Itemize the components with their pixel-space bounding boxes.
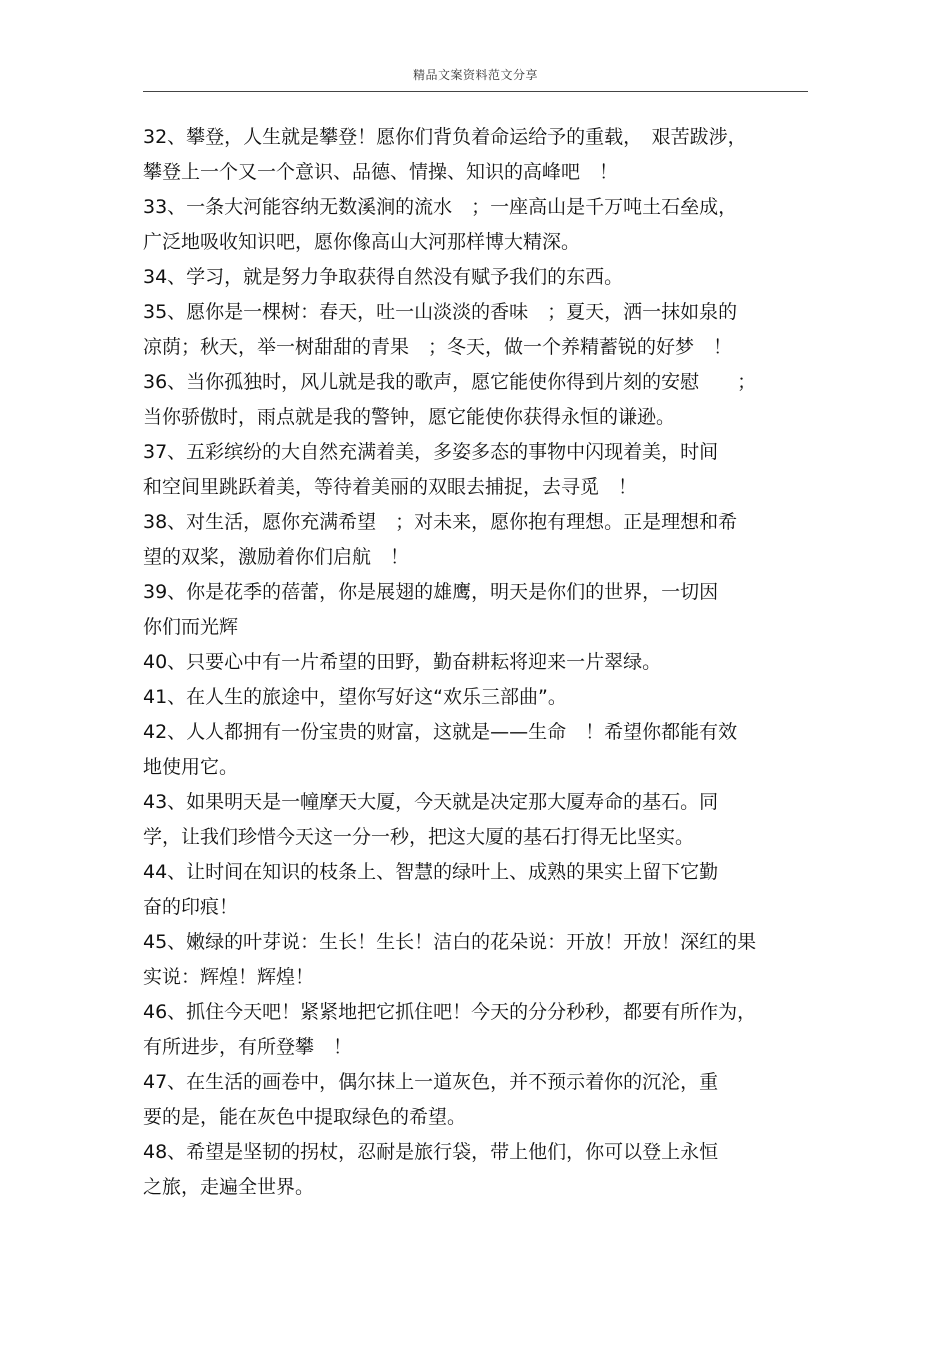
list-item — [143, 260, 808, 295]
text-line: 46、抓住今天吧！紧紧地把它抓住吧！今天的分分秒秒，都要有所作为， — [143, 1001, 757, 1023]
text-line: 47、在生活的画卷中，偶尔抹上一道灰色，并不预示着你的沉沦，重 — [143, 1071, 719, 1093]
document-body — [143, 120, 808, 1205]
text-line: 44、让时间在知识的枝条上、智慧的绿叶上、成熟的果实上留下它勤 — [143, 861, 719, 883]
page-header: 精品文案资料范文分享 — [412, 68, 538, 82]
text-line: 38、对生活，愿你充满希望 ；对未来，愿你抱有理想。正是理想和希 — [143, 511, 738, 533]
text-line: 43、如果明天是一幢摩天大厦，今天就是决定那大厦寿命的基石。同 — [143, 791, 719, 813]
header-divider — [143, 91, 808, 92]
list-item — [143, 190, 808, 260]
text-line: 望的双桨，激励着你们启航 ！ — [143, 546, 410, 568]
text-line: 41、在人生的旅途中，望你写好这“欢乐三部曲”。 — [143, 686, 567, 708]
text-line: 当你骄傲时，雨点就是我的警钟，愿它能使你获得永恒的谦逊。 — [143, 406, 676, 428]
list-item — [143, 295, 808, 365]
text-line: 广泛地吸收知识吧，愿你像高山大河那样博大精深。 — [143, 231, 581, 253]
text-line: 32、攀登，人生就是攀登！愿你们背负着命运给予的重载， 艰苦跋涉， — [143, 126, 747, 148]
text-line: 36、当你孤独时，风儿就是我的歌声，愿它能使你得到片刻的安慰 ； — [143, 371, 757, 393]
text-line: 40、只要心中有一片希望的田野，勤奋耕耘将迎来一片翠绿。 — [143, 651, 662, 673]
text-line: 攀登上一个又一个意识、品德、情操、知识的高峰吧 ！ — [143, 161, 619, 183]
text-line: 之旅，走遍全世界。 — [143, 1176, 315, 1198]
text-line: 34、学习，就是努力争取获得自然没有赋予我们的东西。 — [143, 266, 624, 288]
list-item — [143, 435, 808, 505]
text-line: 凉荫；秋天，举一树甜甜的青果 ；冬天，做一个养精蓄锐的好梦 ！ — [143, 336, 733, 358]
text-line: 45、嫩绿的叶芽说：生长！生长！洁白的花朵说：开放！开放！深红的果 — [143, 931, 757, 953]
text-line: 和空间里跳跃着美，等待着美丽的双眼去捕捉，去寻觅 ！ — [143, 476, 638, 498]
text-line: 实说：辉煌！辉煌！ — [143, 966, 315, 988]
text-line: 有所进步，有所登攀 ！ — [143, 1036, 353, 1058]
text-line: 33、一条大河能容纳无数溪涧的流水 ；一座高山是千万吨土石垒成， — [143, 196, 738, 218]
text-line: 42、人人都拥有一份宝贵的财富，这就是——生命 ！希望你都能有效 — [143, 721, 738, 743]
text-line: 要的是，能在灰色中提取绿色的希望。 — [143, 1106, 467, 1128]
list-item — [143, 715, 808, 785]
list-item — [143, 575, 808, 645]
list-item — [143, 1135, 808, 1205]
text-line: 学，让我们珍惜今天这一分一秒，把这大厦的基石打得无比坚实。 — [143, 826, 695, 848]
text-line: 39、你是花季的蓓蕾，你是展翅的雄鹰，明天是你们的世界，一切因 — [143, 581, 719, 603]
list-item — [143, 645, 808, 680]
list-item — [143, 785, 808, 855]
list-item — [143, 855, 808, 925]
text-line: 35、愿你是一棵树：春天，吐一山淡淡的香味 ；夏天，洒一抹如泉的 — [143, 301, 738, 323]
list-item — [143, 680, 808, 715]
text-line: 地使用它。 — [143, 756, 239, 778]
list-item — [143, 120, 808, 190]
list-item — [143, 925, 808, 995]
list-item — [143, 995, 808, 1065]
text-line: 你们而光辉 — [143, 616, 239, 638]
list-item — [143, 1065, 808, 1135]
text-line: 奋的印痕！ — [143, 896, 239, 918]
list-item — [143, 505, 808, 575]
text-line: 48、希望是坚韧的拐杖，忍耐是旅行袋，带上他们，你可以登上永恒 — [143, 1141, 719, 1163]
text-line: 37、五彩缤纷的大自然充满着美，多姿多态的事物中闪现着美，时间 — [143, 441, 719, 463]
list-item — [143, 365, 808, 435]
